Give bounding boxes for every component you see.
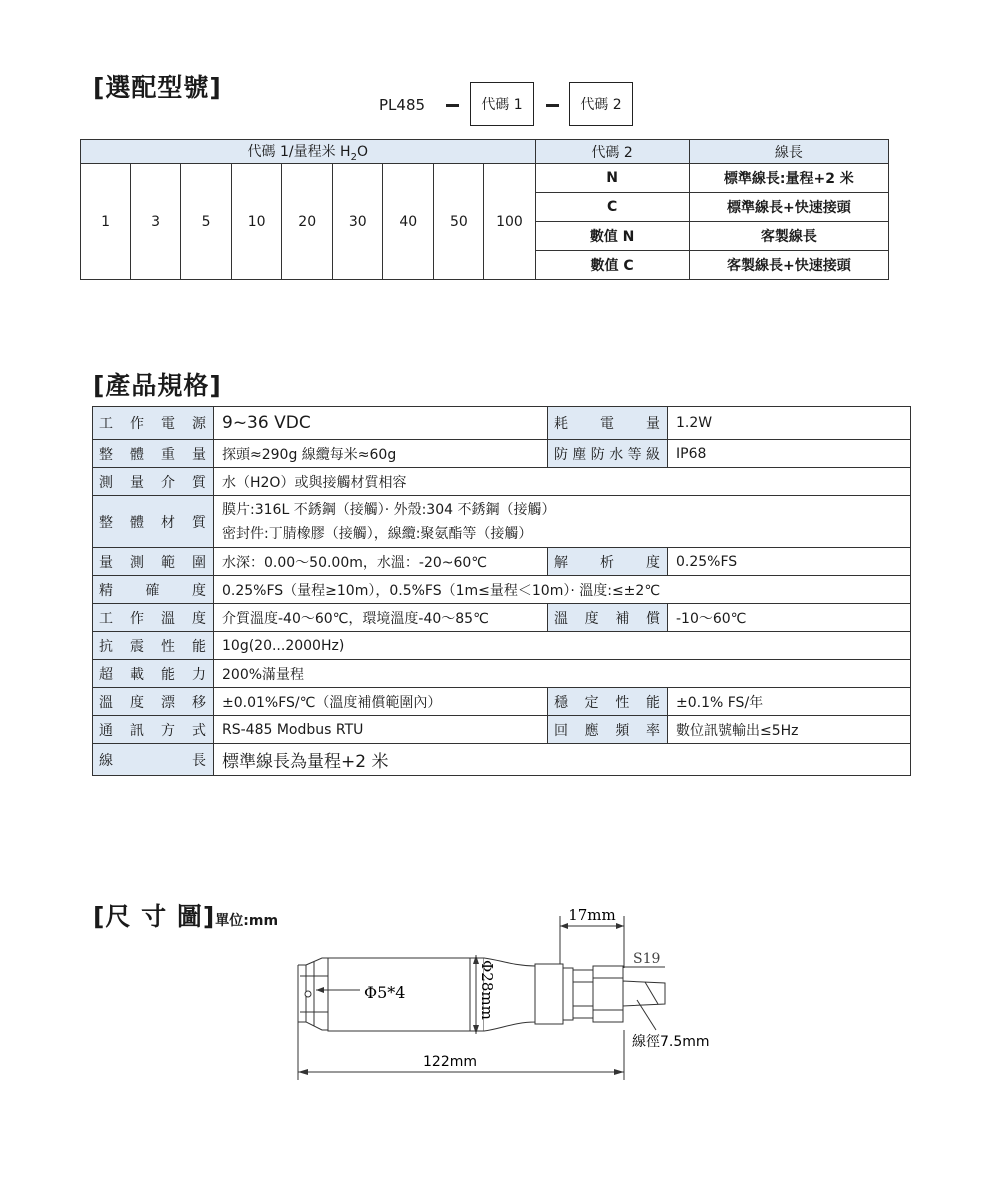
spec-row: [93, 688, 911, 716]
range-cell: 40: [383, 164, 434, 280]
option-cable: 客製線長+快速接頭: [689, 251, 888, 280]
spec-label: 抗震性能: [93, 632, 214, 660]
dash-1: [446, 104, 459, 107]
spec-label: 測量介質: [93, 468, 214, 496]
spec-value: RS-485 Modbus RTU: [214, 716, 548, 744]
spec-row: [93, 632, 911, 660]
s19-label: S19: [633, 951, 661, 967]
spec-label: 超載能力: [93, 660, 214, 688]
option-cable: 標準線長+快速接頭: [689, 193, 888, 222]
option-code: 數值 C: [535, 251, 689, 280]
range-cell: 1: [81, 164, 131, 280]
spec-value: 水（H2O）或與接觸材質相容: [214, 468, 911, 496]
spec-value: IP68: [668, 440, 911, 468]
spec-label: 溫度漂移: [93, 688, 214, 716]
spec-row: [93, 716, 911, 744]
code2-box: 代碼 2: [569, 82, 633, 126]
spec-value: ±0.1% FS/年: [668, 688, 911, 716]
spec-row: [93, 440, 911, 468]
option-table: [80, 139, 889, 280]
spec-label: 精確度: [93, 576, 214, 604]
spec-label: 解析度: [548, 548, 668, 576]
spec-label: 整體重量: [93, 440, 214, 468]
spec-row: [93, 660, 911, 688]
spec-label: 線長: [93, 744, 214, 776]
spec-value: ±0.01%FS/℃（溫度補償範圍內）: [214, 688, 548, 716]
code1-box: 代碼 1: [470, 82, 534, 126]
spec-value: 200%滿量程: [214, 660, 911, 688]
spec-value: 1.2W: [668, 407, 911, 440]
spec-value: 介質溫度-40～60℃，環境溫度-40～85℃: [214, 604, 548, 632]
spec-value: 0.25%FS: [668, 548, 911, 576]
spec-value: -10～60℃: [668, 604, 911, 632]
spec-value: 探頭≈290g 線纜每米≈60g: [214, 440, 548, 468]
spec-value: 數位訊號輸出≤5Hz: [668, 716, 911, 744]
spec-value: 水深：0.00～50.00m，水溫：-20~60℃: [214, 548, 548, 576]
spec-value: 10g(20...2000Hz): [214, 632, 911, 660]
dimensions-title: [尺 寸 圖]單位:mm: [93, 902, 279, 931]
spec-label: 回應頻率: [548, 716, 668, 744]
spec-row: [93, 468, 911, 496]
spec-row: [93, 548, 911, 576]
option-code: 數值 N: [535, 222, 689, 251]
range-cell: 50: [434, 164, 484, 280]
option-code: C: [535, 193, 689, 222]
range-cell: 5: [181, 164, 232, 280]
specs-title: [產品規格]: [93, 371, 222, 400]
range-cell: 20: [282, 164, 333, 280]
unit-label: 單位:mm: [215, 913, 279, 929]
dash-2: [546, 104, 559, 107]
option-code: N: [535, 164, 689, 193]
range-cell: 30: [333, 164, 383, 280]
range-cell: 3: [131, 164, 181, 280]
model-prefix: PL485: [379, 96, 426, 114]
length-label: 122mm: [423, 1054, 477, 1070]
spec-label: 整體材質: [93, 496, 214, 548]
spec-row: [93, 407, 911, 440]
spec-label: 穩定性能: [548, 688, 668, 716]
spec-value: 0.25%FS（量程≥10m），0.5%FS（1m≤量程＜10m）· 溫度:≤±2℃: [214, 576, 911, 604]
spec-label: 通訊方式: [93, 716, 214, 744]
spec-label: 耗電量: [548, 407, 668, 440]
spec-row: [93, 744, 911, 776]
d28-label: Φ28mm: [478, 960, 496, 1020]
spec-label: 防塵防水等級: [548, 440, 668, 468]
spec-label: 工作電源: [93, 407, 214, 440]
dim-17-label: 17mm: [568, 906, 616, 924]
option-row: [81, 164, 889, 193]
material-line-1: 膜片:316L 不銹鋼（接觸）· 外殼:304 不銹鋼（接觸）: [222, 501, 556, 518]
spec-value: [214, 496, 911, 548]
spec-value: 9~36 VDC: [214, 407, 548, 440]
spec-row: [93, 604, 911, 632]
option-cable: 客製線長: [689, 222, 888, 251]
cable-label: 線徑7.5mm: [632, 1034, 710, 1050]
range-cell: 100: [484, 164, 535, 280]
spec-label: 溫度補償: [548, 604, 668, 632]
header-code1: 代碼 1/量程米 $H_2O$: [81, 140, 536, 164]
dim-17-group: [560, 906, 624, 968]
spec-value: 標準線長為量程+2 米: [214, 744, 911, 776]
spec-row: [93, 576, 911, 604]
spec-label: 工作溫度: [93, 604, 214, 632]
spec-table: [92, 406, 911, 776]
hole-label: Φ5*4: [364, 983, 406, 1002]
spec-label: 量測範圍: [93, 548, 214, 576]
header-cable: 線長: [689, 140, 888, 164]
header-code2: 代碼 2: [535, 140, 689, 164]
material-line-2: 密封件:丁腈橡膠（接觸），線纜:聚氨酯等（接觸）: [222, 525, 533, 542]
range-cell: 10: [232, 164, 282, 280]
option-cable: 標準線長:量程+2 米: [689, 164, 888, 193]
option-header-row: [81, 140, 889, 164]
dimension-drawing: [0, 890, 1000, 1090]
selection-title: [選配型號]: [93, 73, 222, 102]
spec-row: [93, 496, 911, 548]
